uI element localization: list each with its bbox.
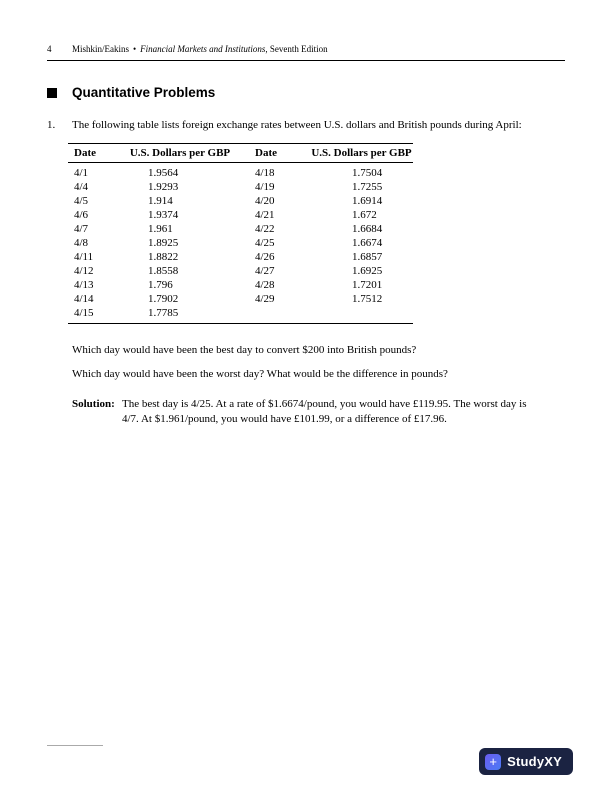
- question-worst-day: Which day would have been the worst day? What would be the difference in pounds?: [72, 368, 448, 380]
- header-authors: Mishkin/Eakins: [72, 44, 130, 54]
- table-row: [68, 278, 413, 292]
- column-header-rate-right: U.S. Dollars per GBP: [310, 144, 413, 163]
- table-cell: 1.6925: [352, 265, 383, 277]
- table-cell: 1.8558: [148, 265, 179, 277]
- table-cell: 4/6: [74, 209, 89, 221]
- table-cell: 4/15: [68, 306, 125, 324]
- table-cell: [310, 306, 413, 324]
- fx-table-head: [68, 144, 413, 163]
- table-cell: 1.7201: [352, 279, 383, 291]
- section-heading: [47, 85, 565, 100]
- column-header-date-right: Date: [235, 144, 310, 163]
- section-heading-text: Quantitative Problems: [72, 85, 216, 100]
- table-cell: 1.7902: [148, 293, 179, 305]
- fx-table-body: [68, 163, 413, 324]
- table-cell: 1.7512: [352, 293, 383, 305]
- problem-statement: [47, 118, 565, 133]
- table-cell: 4/4: [74, 181, 89, 193]
- running-header: [47, 44, 565, 55]
- table-cell: 4/18: [255, 167, 275, 179]
- table-cell: 1.8822: [148, 251, 179, 263]
- table-row: [68, 194, 413, 208]
- table-cell: 1.961: [148, 223, 173, 235]
- table-cell: 1.9374: [148, 209, 179, 221]
- table-row: [68, 292, 413, 306]
- table-cell: 4/8: [74, 237, 89, 249]
- table-cell: 4/21: [255, 209, 275, 221]
- table-cell: 1.7255: [352, 181, 383, 193]
- table-cell: 4/13: [74, 279, 94, 291]
- problem-number: 1.: [47, 119, 56, 131]
- table-cell: 1.914: [148, 195, 173, 207]
- table-row: [68, 222, 413, 236]
- table-row: [68, 236, 413, 250]
- table-cell: 4/5: [74, 195, 89, 207]
- table-row: [68, 208, 413, 222]
- column-header-rate-left: U.S. Dollars per GBP: [125, 144, 235, 163]
- table-cell: 1.6914: [352, 195, 383, 207]
- table-cell: 4/12: [74, 265, 94, 277]
- solution-label: Solution:: [72, 398, 115, 410]
- solution-text: The best day is 4/25. At a rate of $1.6674/pound, you would have £119.95. The worst day is 4/7. At $1.961/pound, you would have £101.99, or a difference of £17.96.: [122, 398, 527, 425]
- brand-name: StudyXY: [507, 754, 562, 769]
- footer-rule: [47, 745, 103, 746]
- header-separator: •: [133, 44, 137, 54]
- table-cell: 1.6674: [352, 237, 383, 249]
- table-cell: 4/22: [255, 223, 275, 235]
- header-rule: [47, 60, 565, 61]
- page-number: 4: [47, 44, 52, 54]
- table-cell: 4/14: [74, 293, 94, 305]
- table-cell: 4/20: [255, 195, 275, 207]
- table-cell: 4/7: [74, 223, 89, 235]
- question-best-day: Which day would have been the best day to convert $200 into British pounds?: [72, 344, 417, 356]
- table-row: [68, 163, 413, 181]
- table-cell: 1.6857: [352, 251, 383, 263]
- table-cell: 1.8925: [148, 237, 179, 249]
- table-cell: 4/25: [255, 237, 275, 249]
- table-cell: 1.7785: [125, 306, 235, 324]
- table-cell: 4/28: [255, 279, 275, 291]
- table-row: [68, 264, 413, 278]
- header-row: [68, 144, 413, 163]
- table-cell: [235, 306, 310, 324]
- fx-rate-table: [68, 143, 413, 324]
- table-cell: 1.9293: [148, 181, 179, 193]
- problem-intro-text: The following table lists foreign exchange rates between U.S. dollars and British pounds during April:: [72, 119, 522, 131]
- column-header-date-left: Date: [68, 144, 125, 163]
- table-cell: 4/29: [255, 293, 275, 305]
- table-cell: 4/19: [255, 181, 275, 193]
- table-cell: 4/27: [255, 265, 275, 277]
- table-cell: 4/1: [74, 167, 89, 179]
- solution-block: [72, 397, 565, 427]
- table-cell: 4/26: [255, 251, 275, 263]
- table-cell: 1.672: [352, 209, 377, 221]
- table-cell: 1.9564: [148, 167, 179, 179]
- header-edition: , Seventh Edition: [265, 44, 328, 54]
- table-row: [68, 306, 413, 324]
- header-book-title: Financial Markets and Institutions: [140, 44, 266, 54]
- table-cell: 1.6684: [352, 223, 383, 235]
- square-bullet-icon: [47, 88, 57, 98]
- table-row: [68, 180, 413, 194]
- table-cell: 1.7504: [352, 167, 383, 179]
- studyxy-logo: [479, 748, 573, 775]
- table-row: [68, 250, 413, 264]
- plus-icon: +: [485, 754, 501, 770]
- table-cell: 4/11: [74, 251, 94, 263]
- table-cell: 1.796: [148, 279, 173, 291]
